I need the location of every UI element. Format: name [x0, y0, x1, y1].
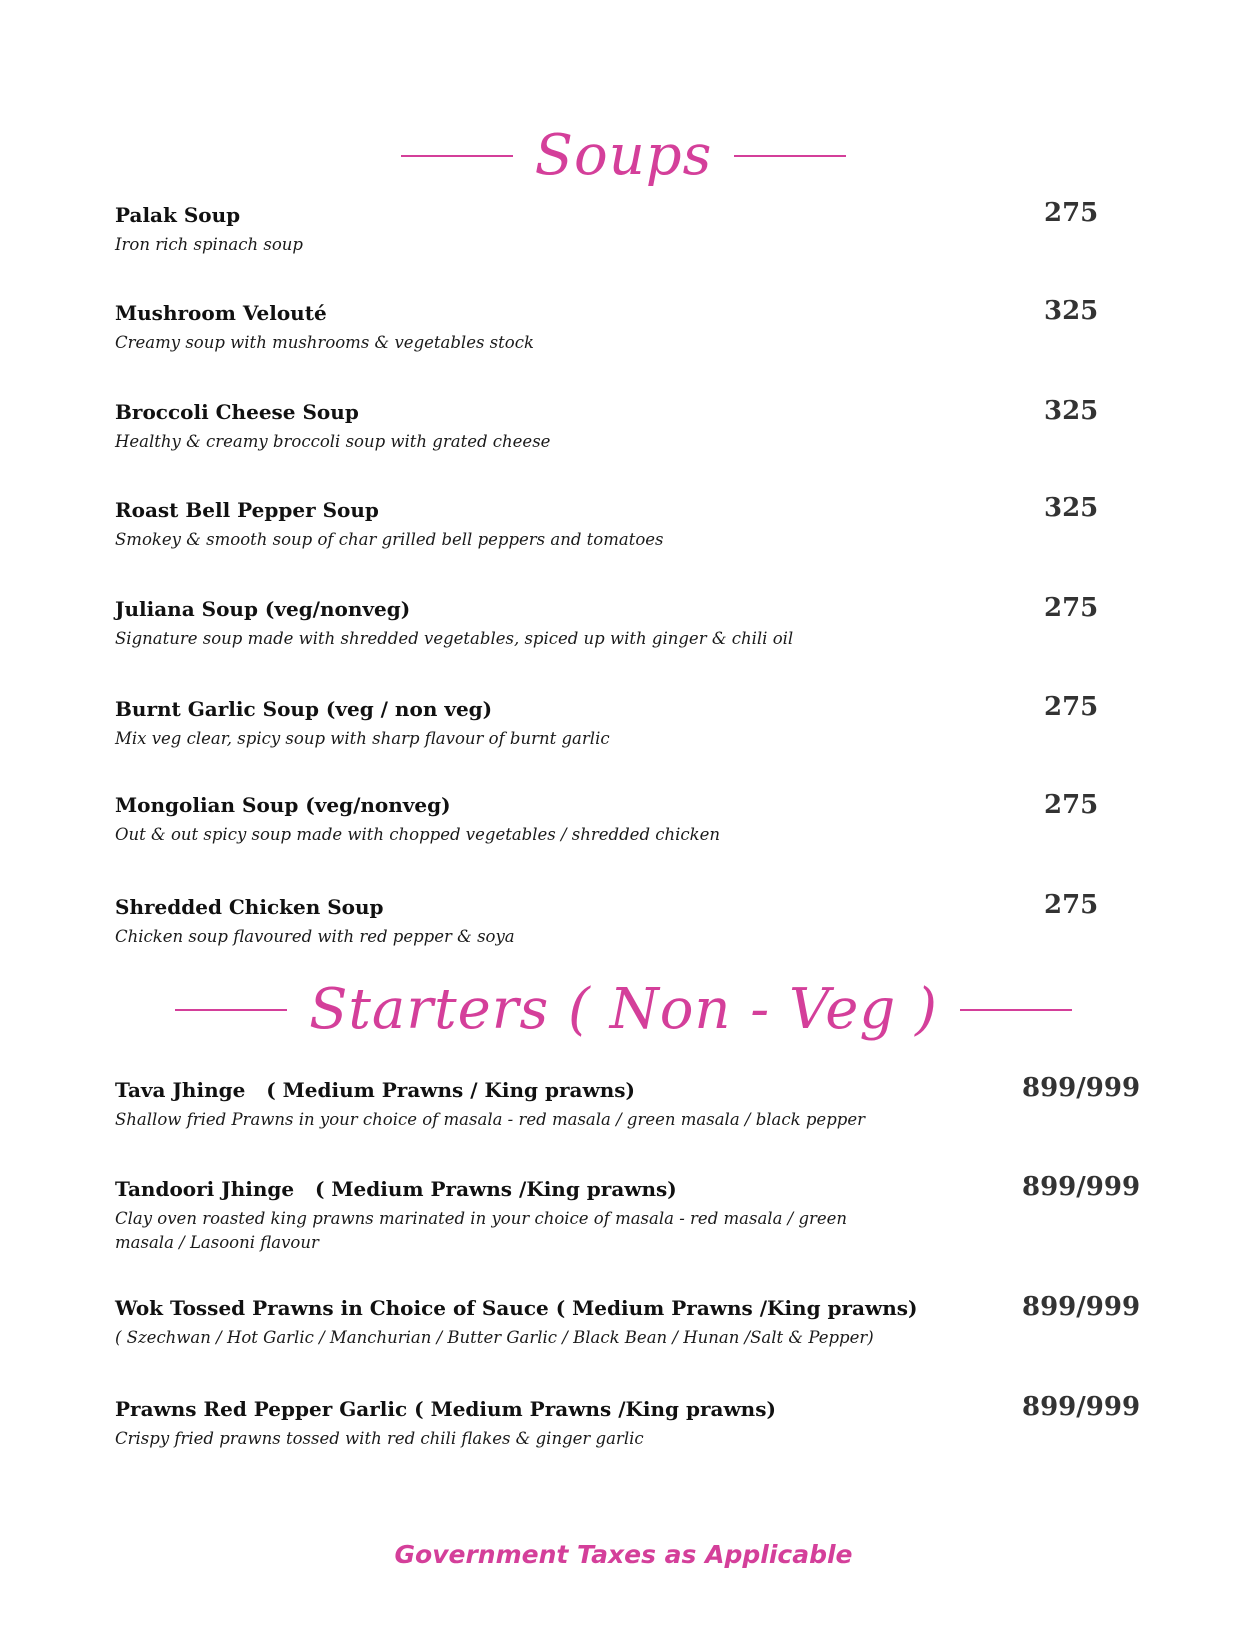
item-name: Prawns Red Pepper Garlic ( Medium Prawns /King prawns)	[115, 1397, 776, 1421]
item-description: ( Szechwan / Hot Garlic / Manchurian / Butter Garlic / Black Bean / Hunan /Salt & Pepper)	[115, 1328, 874, 1347]
starters-header	[0, 977, 1247, 1042]
soups-title: Soups	[534, 123, 713, 188]
item-description: Smokey & smooth soup of char grilled bell peppers and tomatoes	[115, 530, 664, 549]
starter-item-tandoori-jhinge	[115, 1177, 1145, 1255]
item-name: Tava Jhinge ( Medium Prawns / King prawns)	[115, 1078, 635, 1102]
item-description: Healthy & creamy broccoli soup with grated cheese	[115, 432, 551, 451]
item-price: 899/999	[1022, 1392, 1141, 1422]
starters-title: Starters ( Non - Veg )	[309, 977, 938, 1042]
soup-item-juliana	[115, 597, 1145, 651]
item-price: 275	[1044, 790, 1099, 820]
starter-item-prawns-red-pepper	[115, 1397, 1145, 1451]
item-name: Broccoli Cheese Soup	[115, 400, 359, 424]
item-name: Shredded Chicken Soup	[115, 895, 384, 919]
item-name: Roast Bell Pepper Soup	[115, 498, 379, 522]
soups-header	[0, 123, 1247, 188]
soup-item-shredded-chicken	[115, 895, 1145, 949]
starter-item-wok-tossed-prawns	[115, 1296, 1145, 1350]
item-description: Crispy fried prawns tossed with red chili flakes & ginger garlic	[115, 1429, 644, 1448]
item-description: Mix veg clear, spicy soup with sharp flavour of burnt garlic	[115, 729, 610, 748]
header-rule-left	[401, 155, 513, 157]
header-rule-right	[960, 1009, 1072, 1011]
soup-item-mushroom	[115, 301, 1145, 355]
item-description: Iron rich spinach soup	[115, 235, 303, 254]
soup-item-bell-pepper	[115, 498, 1145, 552]
item-name: Wok Tossed Prawns in Choice of Sauce ( Medium Prawns /King prawns)	[115, 1296, 918, 1320]
item-description: Chicken soup flavoured with red pepper & soya	[115, 927, 515, 946]
item-name: Palak Soup	[115, 203, 241, 227]
item-price: 325	[1044, 493, 1099, 523]
item-description: Shallow fried Prawns in your choice of masala - red masala / green masala / black pepper	[115, 1110, 865, 1129]
item-description: Signature soup made with shredded vegetables, spiced up with ginger & chili oil	[115, 629, 794, 648]
item-price: 899/999	[1022, 1073, 1141, 1103]
item-price: 325	[1044, 296, 1099, 326]
item-price: 899/999	[1022, 1292, 1141, 1322]
item-price: 275	[1044, 890, 1099, 920]
item-description: Clay oven roasted king prawns marinated in your choice of masala - red masala / green masala / Lasooni flavour	[115, 1209, 848, 1252]
soup-item-broccoli	[115, 400, 1145, 454]
starter-item-tava-jhinge	[115, 1078, 1145, 1132]
item-price: 275	[1044, 198, 1099, 228]
item-price: 325	[1044, 396, 1099, 426]
header-rule-left	[175, 1009, 287, 1011]
item-price: 275	[1044, 692, 1099, 722]
item-name: Juliana Soup (veg/nonveg)	[115, 597, 411, 621]
item-name: Burnt Garlic Soup (veg / non veg)	[115, 697, 493, 721]
soup-item-palak	[115, 203, 1145, 257]
item-name: Mongolian Soup (veg/nonveg)	[115, 793, 451, 817]
item-name: Mushroom Velouté	[115, 301, 327, 325]
item-price: 275	[1044, 593, 1099, 623]
soup-item-mongolian	[115, 793, 1145, 847]
item-description: Out & out spicy soup made with chopped vegetables / shredded chicken	[115, 825, 721, 844]
item-price: 899/999	[1022, 1172, 1141, 1202]
soup-item-burnt-garlic	[115, 697, 1145, 751]
item-name: Tandoori Jhinge ( Medium Prawns /King prawns)	[115, 1177, 677, 1201]
taxes-note: Government Taxes as Applicable	[394, 1540, 853, 1569]
header-rule-right	[734, 155, 846, 157]
item-description: Creamy soup with mushrooms & vegetables stock	[115, 333, 534, 352]
